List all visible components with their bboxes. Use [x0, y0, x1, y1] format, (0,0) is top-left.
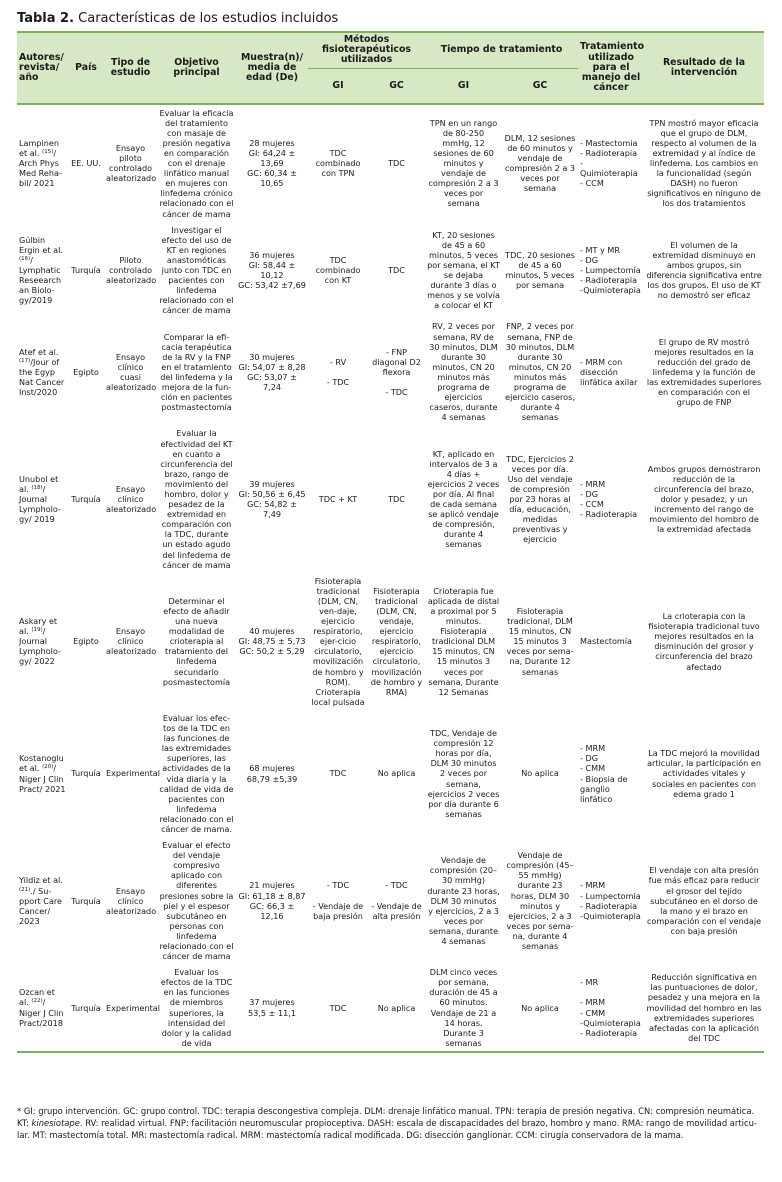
cell-time-gc: TDC, 20 sesiones de 45 a 60 minutos, 5 veces por semana: [505, 249, 575, 291]
reference-number: (20): [42, 764, 54, 771]
table-row: [17, 964, 764, 1052]
cell-author: [17, 425, 68, 572]
cell-country: Turquía: [71, 895, 101, 906]
cell-author: [17, 104, 68, 222]
cell-result: La crioterapia con la fisioterapia tradicional tuvo mejores resultados en la disminución del grosor y circunferencia del brazo afectado: [648, 611, 760, 672]
cell-time-gi: DLM cinco veces por semana, duración de 45 a 60 minutos. Vendaje de 21 a 14 horas. Durante 3 semanas: [425, 964, 502, 1052]
cell-time-gc: No aplica: [521, 768, 559, 779]
cell-author: [17, 837, 68, 964]
reference-number: (19): [31, 627, 43, 634]
header-authors: Autores/ revista/ año: [17, 32, 68, 104]
cell-time-gc: Vendaje de compresión (45–55 mmHg) durante 23 horas, DLM 30 minutos y ejercicios, 2 a 3 veces por sema-na, durante 4 semanas: [506, 850, 574, 952]
cell-study-type: Ensayo clínico aleatorizado: [106, 626, 157, 657]
cell-author: [17, 573, 68, 710]
header-result: Resultado de la intervención: [644, 32, 764, 104]
header-methods-gc: GC: [368, 68, 425, 104]
studies-table: [17, 31, 764, 1053]
cell-cancer-treatment: - MT y MR - DG - Lumpectomía - Radioterapia -Quimioterapia: [580, 244, 641, 296]
cell-cancer-treatment: - MRM - Lumpectomia - Radioterapia -Quimioterapia: [580, 880, 641, 921]
cell-time-gi: Vendaje de compresión (20–30 mmHg) durante 23 horas, DLM 30 minutos y ejercicios, 2 a 3 veces por semana, durante 4 semanas: [427, 855, 500, 946]
header-sample: Muestra(n)/ media de edad (De): [236, 32, 308, 104]
journal-year: / Arch Phys Med Reha-bil/ 2021: [19, 147, 62, 189]
cell-result: El volumen de la extremidad disminuyo en ambos grupos, sin diferencia significativa entre los dos grupos. El uso de KT no demostró ser eficaz: [646, 239, 762, 301]
cell-country: Egipto: [73, 366, 99, 377]
cell-sample: 21 mujeres GI: 61,18 ± 8,87 GC: 66,3 ± 12,16: [238, 880, 306, 921]
cell-country: EE. UU.: [71, 158, 101, 169]
cell-method-gc: TDC: [388, 265, 405, 276]
cell-result: La TDC mejoró la movilidad articular, la participación en actividades vitales y sociales en pacientes con edema grado 1: [647, 748, 761, 799]
cell-method-gi: TDC + KT: [318, 494, 358, 505]
cell-time-gc: DLM, 12 sesiones de 60 minutos y vendaje de compresión 2 a 3 veces por semana: [504, 132, 576, 194]
cell-sample: 36 mujeres GI: 58,44 ± 10,12 GC: 53,42 ±7,69: [238, 249, 306, 291]
author-name: Askary et al.: [19, 616, 58, 637]
table-row: [17, 425, 764, 572]
author-name: Lampinen et al.: [19, 137, 59, 158]
header-time: Tiempo de tratamiento: [425, 32, 578, 68]
cell-country: Turquía: [71, 494, 101, 505]
cell-sample: 30 mujeres GI: 54,07 ± 8,28 GC: 53,07 ± 7,24: [238, 351, 306, 393]
cell-study-type: Ensayo clínico cuasi aleatorizado: [106, 351, 157, 393]
cell-time-gi: KT, 20 sesiones de 45 a 60 minutos, 5 veces por semana, el KT se dejaba durante 3 días o menos y se volvía a colocar el KT: [427, 229, 500, 311]
author-name: Yildiz et al.: [19, 875, 63, 886]
cell-country: Turquía: [71, 265, 101, 276]
cell-method-gc: Fisioterapia tradicional (DLM, CN, vendaje, ejercicio respiratorio, ejercicio circulatorio, movilización de hombro y RMA): [370, 585, 423, 697]
reference-number: (18): [31, 484, 43, 491]
cell-sample: 28 mujeres GI: 64,24 ± 13,69 GC: 60,34 ± 10,65: [247, 137, 297, 189]
table-row: [17, 318, 764, 425]
reference-number: (15): [42, 148, 54, 155]
table-number: Tabla 2.: [17, 11, 75, 26]
table-body: [17, 104, 764, 1052]
author-name: Atef et al.: [19, 346, 59, 357]
cell-method-gi: TDC: [329, 768, 347, 779]
cell-result: TPN mostró mayor eficacia que el grupo de DLM, respecto al volumen de la extremidad y al índice de linfedema. Los cambios en la funcionalidad (según DASH) no fueron significativos en ninguno de los dos tratamientos: [647, 117, 761, 209]
cell-sample: 39 mujeres GI: 50,56 ± 6,45 GC: 54,82 ± 7,49: [238, 478, 306, 520]
table-row: [17, 837, 764, 964]
cell-time-gi: KT, aplicado en intervalos de 3 a 4 días + ejercicios 2 veces por día. Al final de cada semana se aplicó vendaje de compresión, durante 4 semanas: [427, 448, 500, 550]
cell-time-gi: TPN en un rango de 80-250 mmHg, 12 sesiones de 60 minutos y vendaje de compresión 2 a 3 veces por semana: [428, 117, 499, 209]
cell-time-gi: RV, 2 veces por semana, RV de 30 minutos, DLM durante 30 minutos, CN 20 minutos más programa de ejercicios caseros, durante 4 semanas: [429, 321, 498, 423]
cell-country: Turquía: [71, 768, 101, 779]
cell-method-gc: No aplica: [377, 768, 416, 779]
cell-sample: 68 mujeres 68,79 ±5,39: [246, 763, 298, 784]
table-title: [17, 11, 338, 27]
cell-method-gc: - FNP diagonal D2 flexora - TDC: [372, 346, 421, 398]
cell-method-gc: No aplica: [368, 964, 425, 1052]
cell-study-type: Experimental: [104, 964, 157, 1052]
table-row: [17, 573, 764, 710]
reference-number: (21): [19, 886, 31, 893]
header-time-gc: GC: [502, 68, 578, 104]
cell-time-gc: FNP, 2 veces por semana, FNP de 30 minutos, DLM durante 30 minutos, CN 20 minutos más programa de ejercicio caseros, durante 4 semanas: [505, 321, 575, 423]
journal-year: / Lymphatic Reseearch an Biolo-gy/2019: [19, 254, 62, 306]
cell-country: Egipto: [73, 636, 99, 647]
cell-study-type: Ensayo clínico aleatorizado: [106, 885, 157, 916]
cell-objective: Evaluar el efecto del vendaje compresivo aplicado con diferentes presiones sobre la piel y el espesor subcutáneo en personas con linfedema relacionado con el cáncer de mama: [159, 840, 234, 962]
cell-cancer-treatment: - MRM - DG - CCM - Radioterapia: [580, 478, 638, 520]
cell-method-gc: - TDC - Vendaje de alta presión: [371, 880, 422, 921]
header-study-type: Tipo de estudio: [104, 32, 157, 104]
cell-time-gc: No aplica: [502, 964, 578, 1052]
cell-method-gi: TDC combinado con KT: [315, 254, 361, 286]
cell-cancer-treatment: - MRM - DG - CMM - Biopsia de ganglio linfático: [580, 743, 628, 804]
table-row: [17, 222, 764, 319]
author-name: Unubol et al.: [19, 473, 59, 494]
author-name: Kostanoglu et al.: [19, 753, 64, 774]
cell-method-gc: TDC: [388, 158, 405, 169]
cell-objective: Investigar el efecto del uso de KT en regiones anastomóticas junto con TDC en pacientes con linfedema relacionado con el cáncer de mama: [159, 224, 234, 316]
header-methods-gi: GI: [308, 68, 368, 104]
cell-method-gi: TDC: [308, 964, 368, 1052]
table-caption: Características de los estudios incluidos: [74, 11, 339, 26]
header-time-gi: GI: [425, 68, 502, 104]
cell-objective: Evaluar la efectividad del KT en cuanto a circunferencia del brazo, rango de movimiento del hombro, dolor y pesadez de la extremidad en comparación con la TDC, durante un estado agudo del linfedema de cáncer de mama: [160, 428, 233, 570]
cell-country: Turquía: [68, 964, 104, 1052]
cell-result: Ambos grupos demostraron reducción de la circunferencia del brazo, dolor y pesadez, y un incremento del rango de movimiento del hombro de la extremidad afectada: [647, 463, 761, 535]
cell-cancer-treatment: - Mastectomia - Radioterapia - Quimioterapia - CCM: [580, 137, 638, 189]
cell-author: [17, 964, 68, 1052]
cell-objective: Evaluar la eficacia del tratamiento con masaje de presión negativa en comparación con el drenaje linfático manual en mujeres con linfedema crónico relacionado con el cáncer de mama: [159, 107, 234, 219]
cell-study-type: Experimental: [106, 768, 160, 779]
cell-cancer-treatment: - MR - MRM - CMM -Quimioterapia - Radioterapia: [578, 964, 644, 1052]
author-name: Gúlbin Ergin et al.: [19, 234, 63, 255]
footnote-kinesiotape: kinesiotape: [31, 1118, 80, 1129]
author-name: Ozcan et al.: [19, 987, 55, 1008]
cell-time-gc: TDC, Ejercicios 2 veces por día. Uso del vendaje de compresión por 23 horas al día, educación, medidas preventivas y ejercicio: [506, 453, 574, 545]
header-country: País: [68, 32, 104, 104]
cell-result: El vendaje con alta presión fue más eficaz para reducir el grosor del tejido subcutáneo en el dorso de la mano y el brazo en comparación con el vendaje con baja presión: [646, 865, 762, 936]
cell-method-gi: Fisioterapia tradicional (DLM, CN, ven-daje, ejercicio respiratorio, ejer-cicio circulatorio, movilización de hombro y ROM). Crioterapia local pulsada: [311, 575, 365, 707]
reference-number: (17): [19, 357, 31, 364]
journal-year: /Jour of the Egyp Nat Cancer Inst/2020: [19, 356, 65, 398]
cell-method-gi: - TDC - Vendaje de baja presión: [312, 880, 364, 921]
table-row: [17, 104, 764, 222]
journal-year: / Journal Lympholo-gy/ 2019: [19, 483, 61, 525]
cell-cancer-treatment: Mastectomía: [580, 636, 633, 647]
cell-author: [17, 222, 68, 319]
cell-cancer-treatment: - MRM con disección linfática axilar: [580, 356, 638, 387]
header-methods: Métodos fisioterapéuticos utilizados: [308, 32, 425, 68]
cell-sample: 40 mujeres GI: 48,75 ± 5,73 GC: 50,2 ± 5,29: [238, 626, 306, 657]
header-cancer-treatment: Tratamiento utilizado para el manejo del cáncer: [578, 32, 644, 104]
cell-study-type: Ensayo piloto controlado aleatorizado: [106, 142, 157, 184]
cell-time-gi: Crioterapia fue aplicada de distal a proximal por 5 minutos. Fisioterapia tradicional DLM 15 minutos, CN 15 minutos 3 veces por semana, Durante 12 Semanas: [427, 585, 500, 697]
cell-objective: Evaluar los efectos de la TDC en las funciones de miembros superiores, la intensidad del dolor y la calidad de vida: [157, 964, 236, 1052]
cell-study-type: Ensayo clínico aleatorizado: [106, 483, 157, 515]
cell-author: [17, 318, 68, 425]
cell-objective: Determinar el efecto de añadir una nueva modalidad de crioterapia al tratamiento del linfedema secundario posmastectomía: [162, 595, 231, 687]
footnote: [17, 1105, 764, 1142]
journal-year: / Niger J Clin Pract/ 2021: [19, 763, 66, 794]
cell-objective: Comparar la efi-cacia terapéutica de la RV y la FNP en el tratamiento del linfedema y la mejora de la fun-ción en pacientes postmastectomía: [160, 331, 233, 413]
reference-number: (22): [31, 998, 43, 1005]
journal-year: ./ Su-pport Care Cancer/ 2023: [19, 885, 63, 926]
footnote-part1: * GI: grupo intervención. GC: grupo control. TDC: terapia descongestiva compleja. DLM: drenaje linfático manual. TPN: terapia de presión negativa. CN: compresión neumática. KT:: [17, 1106, 755, 1129]
journal-year: / Journal Lympholo-gy/ 2022: [19, 626, 61, 667]
header-objective: Objetivo principal: [157, 32, 236, 104]
reference-number: (16): [19, 255, 31, 262]
cell-study-type: Piloto controlado aleatorizado: [106, 254, 157, 286]
footnote-part2: . RV: realidad virtual. FNP: facilitación neuromuscular propioceptiva. DASH: escala de discapacidades del brazo, hombro y mano. RMA: rango de movilidad articu-lar. MT: mastectomía total. MR: mastectomía radical. MRM: mastectomía radical modificada. DG: disección ganglionar. CCM: cirugía conservadora de la mama.: [17, 1118, 757, 1141]
cell-method-gi: - RV - TDC: [326, 356, 350, 387]
cell-result: El grupo de RV mostró mejores resultados en la reducción del grado de linfedema y la función de las extremidades superiores en comparación con el grupo de FNP: [646, 336, 762, 408]
cell-time-gi: TDC, Vendaje de compresión 12 horas por día, DLM 30 minutos 2 veces por semana, ejercicios 2 veces por día durante 6 semanas: [427, 728, 500, 819]
cell-method-gc: TDC: [388, 494, 405, 505]
cell-objective: Evaluar los efec-tos de la TDC en las funciones de las extremidades superiores, las actividades de la vida diaria y la calidad de vida de pacientes con linfedema relacionado con el cáncer de mama.: [159, 712, 234, 834]
cell-author: [17, 710, 68, 837]
journal-year: / Niger J Clin Pract/2018: [19, 997, 64, 1028]
cell-time-gc: Fisioterapia tradicional, DLM 15 minutos, CN 15 minutos 3 veces por sema-na, Durante 12 semanas: [506, 606, 574, 677]
cell-result: Reducción significativa en las puntuaciones de dolor, pesadez y una mejora en la movilidad del hombro en las extremidades superiores afectadas con la aplicación del TDC: [644, 964, 764, 1052]
cell-method-gi: TDC combinado con TPN: [315, 147, 361, 179]
cell-sample: 37 mujeres 53,5 ± 11,1: [236, 964, 308, 1052]
table-row: [17, 710, 764, 837]
